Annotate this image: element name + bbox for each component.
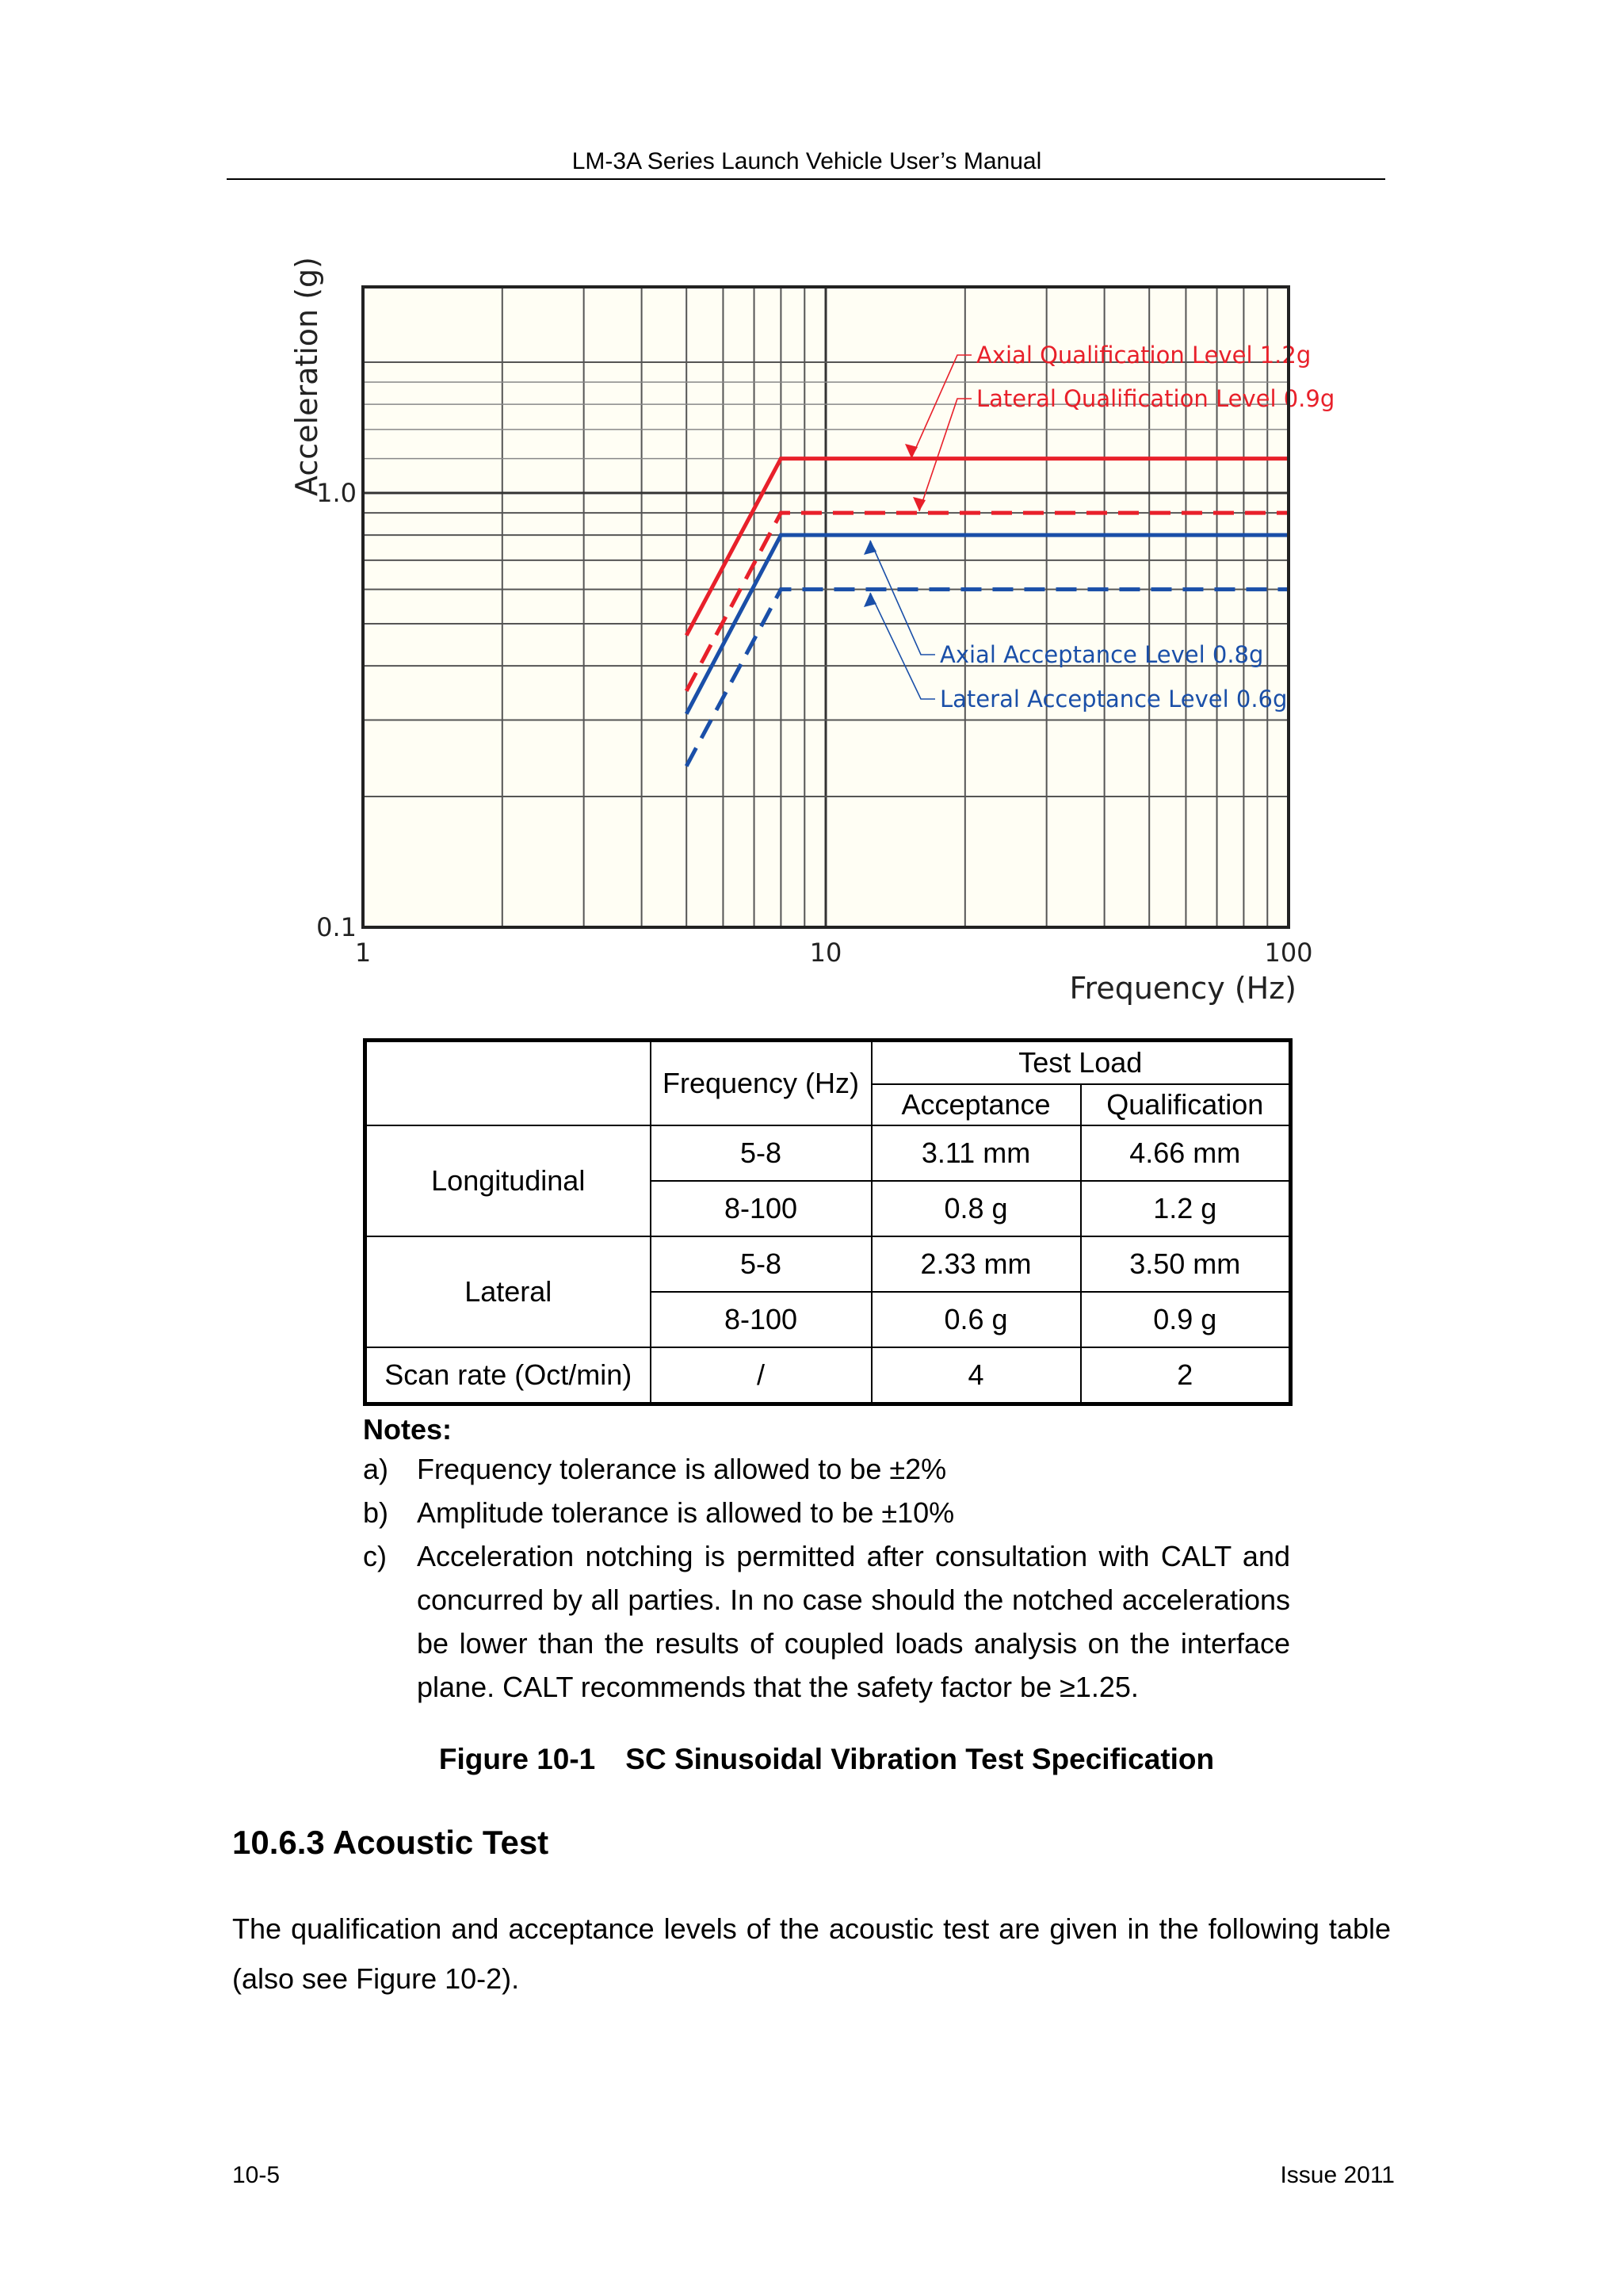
figure-title: SC Sinusoidal Vibration Test Specification (625, 1743, 1215, 1775)
scan-rate-label: Scan rate (Oct/min) (365, 1347, 651, 1404)
body-paragraph: The qualification and acceptance levels of the acoustic test are given in the following table (also see Figure 10-2). (232, 1912, 1391, 1995)
notes (363, 1412, 1290, 1709)
note-item (363, 1534, 1290, 1709)
table-header-row (365, 1041, 1291, 1085)
y-tick-label: 1.0 (316, 478, 357, 508)
page-number: 10-5 (232, 2162, 281, 2188)
vibration-chart (0, 0, 1623, 1030)
note-text: Amplitude tolerance is allowed to be ±10% (417, 1496, 955, 1529)
frequency-cell: 5-8 (651, 1125, 872, 1181)
running-header: LM-3A Series Launch Vehicle User’s Manual (571, 148, 1042, 174)
note-text: Frequency tolerance is allowed to be ±2% (417, 1453, 947, 1485)
acceptance-cell: 0.8 g (872, 1181, 1081, 1236)
y-tick-label: 0.1 (316, 912, 357, 942)
frequency-cell: 8-100 (651, 1181, 872, 1236)
table-row (365, 1125, 1291, 1181)
note-item (363, 1447, 1290, 1491)
x-axis-label: Frequency (Hz) (1069, 971, 1296, 1006)
x-tick-label: 10 (809, 938, 842, 968)
table-row (365, 1347, 1291, 1404)
annotation-label: Lateral Acceptance Level 0.6g (940, 686, 1288, 712)
acceptance-cell: 4 (872, 1347, 1081, 1404)
section-heading: 10.6.3 Acoustic Test (232, 1824, 549, 1861)
table-row (365, 1236, 1291, 1292)
note-text: Acceleration notching is permitted after consultation with CALT and concurred by all parties. In no case should the notched accelerations be lower than the results of coupled loads analysis on the interface plane. CALT recommends that the safety factor be ≥1.25. (417, 1540, 1290, 1703)
frequency-header: Frequency (Hz) (651, 1041, 872, 1126)
lateral-label: Lateral (365, 1236, 651, 1347)
annotation-label: Axial Qualification Level 1.2g (976, 342, 1312, 369)
x-tick-label: 1 (354, 938, 372, 968)
acceptance-header: Acceptance (872, 1084, 1081, 1125)
y-axis-label: Acceleration (g) (289, 257, 324, 496)
qualification-cell: 4.66 mm (1081, 1125, 1291, 1181)
test-spec-table (363, 1038, 1293, 1406)
frequency-cell: 5-8 (651, 1236, 872, 1292)
longitudinal-label: Longitudinal (365, 1125, 651, 1236)
annotation-label: Axial Acceptance Level 0.8g (940, 641, 1264, 668)
table-corner-cell (365, 1041, 651, 1126)
frequency-cell: / (651, 1347, 872, 1404)
qualification-cell: 3.50 mm (1081, 1236, 1291, 1292)
qualification-cell: 2 (1081, 1347, 1291, 1404)
qualification-header: Qualification (1081, 1084, 1291, 1125)
note-label: c) (363, 1540, 387, 1572)
acceptance-cell: 3.11 mm (872, 1125, 1081, 1181)
figure-number: Figure 10-1 (438, 1743, 596, 1775)
acceptance-cell: 2.33 mm (872, 1236, 1081, 1292)
note-item (363, 1491, 1290, 1534)
qualification-cell: 0.9 g (1081, 1292, 1291, 1347)
figure-caption (363, 1742, 1290, 1777)
acceptance-cell: 0.6 g (872, 1292, 1081, 1347)
note-label: b) (363, 1496, 389, 1529)
qualification-cell: 1.2 g (1081, 1181, 1291, 1236)
test-load-header: Test Load (872, 1041, 1291, 1085)
grid (363, 287, 1289, 927)
notes-title: Notes: (363, 1413, 453, 1446)
frequency-cell: 8-100 (651, 1292, 872, 1347)
x-tick-label: 100 (1264, 938, 1313, 968)
note-label: a) (363, 1453, 389, 1485)
issue-label: Issue 2011 (1280, 2162, 1395, 2188)
annotation-label: Lateral Qualification Level 0.9g (976, 385, 1335, 412)
